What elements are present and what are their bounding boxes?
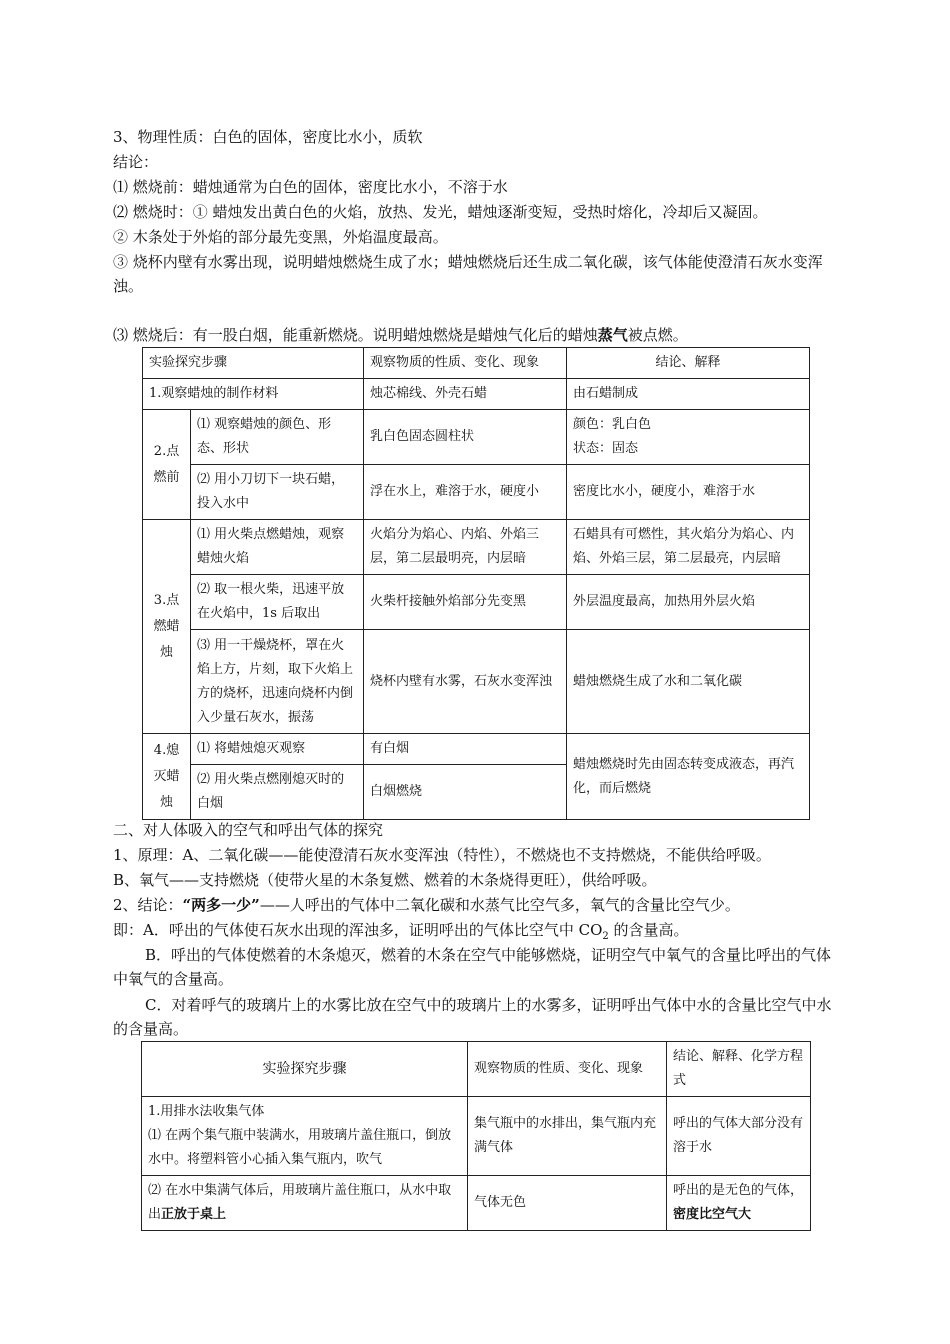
table2-row2-concl	[667, 1176, 811, 1231]
table2-row1-step-title: 1.用排水法收集气体	[148, 1104, 265, 1119]
table2-row1-step	[142, 1097, 468, 1176]
candle-experiment-table	[142, 347, 810, 820]
conclusion-text: ——人呼出的气体中二氧化碳和水蒸气比空气多，氧气的含量比空气少。	[259, 896, 740, 914]
table2-header-step: 实验探究步骤	[142, 1042, 468, 1097]
table1-group2-label: 2.点燃前	[143, 410, 191, 520]
physical-property: 3、物理性质：白色的固体，密度比水小，质软	[113, 128, 423, 146]
table1-g3-sub1-obs: 火焰分为焰心、内焰、外焰三层，第二层最明亮，内层暗	[364, 520, 567, 575]
table1-g4-sub2-step: ⑵ 用火柴点燃刚熄灭时的白烟	[191, 765, 364, 820]
principle-b: B、氧气——支持燃烧（使带火星的木条复燃、燃着的木条烧得更旺），供给呼吸。	[113, 871, 657, 889]
point-a-text: 即：A．呼出的气体使石灰水出现的浑浊多，证明呼出的气体比空气中 CO	[113, 921, 603, 939]
table2-row1-step-text: ⑴ 在两个集气瓶中装满水，用玻璃片盖住瓶口，倒放水中。将塑料管小心插入集气瓶内，吹气	[148, 1128, 452, 1167]
table2-row2-step-text: ⑵ 在水中集满气体后，用玻璃片盖住瓶口，从水中取出	[148, 1183, 452, 1222]
table1-g3-sub3-step: ⑶ 用一干燥烧杯，罩在火焰上方，片刻，取下火焰上方的烧杯，迅速向烧杯内倒入少量石灰水，振荡	[191, 630, 364, 734]
point-b: B．呼出的气体使燃着的木条熄灭，燃着的木条在空气中能够燃烧，证明空气中氧气的含量比呼出的气体中氧气的含量高。	[113, 946, 832, 988]
table2-row2-step-bold: 正放于桌上	[161, 1207, 227, 1222]
co2-subscript: 2	[602, 931, 609, 942]
point-c: C．对着呼气的玻璃片上的水雾比放在空气中的玻璃片上的水雾多，证明呼出气体中水的含量比空气中水的含量高。	[113, 996, 832, 1038]
conclusion-line	[113, 893, 740, 917]
table1-g3-sub2-step: ⑵ 取一根火柴，迅速平放在火焰中，1s 后取出	[191, 575, 364, 630]
after-burning-bold: 蒸气	[597, 326, 628, 344]
table1-g2-sub1-step: ⑴ 观察蜡烛的颜色、形态、形状	[191, 410, 364, 465]
table1-g2-sub2-step: ⑵ 用小刀切下一块石蜡，投入水中	[191, 465, 364, 520]
table1-g4-sub1-obs: 有白烟	[364, 734, 567, 765]
during-burning-3: ③ 烧杯内壁有水雾出现，说明蜡烛燃烧生成了水；蜡烛燃烧后还生成二氧化碳，该气体能使澄清石灰水变浑浊。	[113, 253, 823, 295]
after-burning-text: ⑶ 燃烧后：有一股白烟，能重新燃烧。说明蜡烛燃烧是蜡烛气化后的蜡烛	[113, 326, 598, 344]
table2-header-concl: 结论、解释、化学方程式	[667, 1042, 811, 1097]
table1-header-step: 实验探究步骤	[143, 348, 364, 379]
table2-header-obs: 观察物质的性质、变化、现象	[468, 1042, 667, 1097]
conclusion-prefix: 2、结论：	[113, 896, 183, 914]
table1-g3-sub2-obs: 火柴杆接触外焰部分先变黑	[364, 575, 567, 630]
concl-color: 颜色：乳白色	[573, 417, 652, 432]
table1-g3-sub3-obs: 烧杯内壁有水雾，石灰水变浑浊	[364, 630, 567, 734]
table1-g4-sub2-obs: 白烟燃烧	[364, 765, 567, 820]
during-burning: ⑵ 燃烧时：① 蜡烛发出黄白色的火焰，放热、发光，蜡烛逐渐变短，受热时熔化，冷却后又凝固。	[113, 203, 768, 221]
table2-row2-concl-bold: 密度比空气大	[673, 1207, 752, 1222]
conclusion-bold: “两多一少”	[182, 896, 260, 914]
table1-g4-concl: 蜡烛燃烧时先由固态转变成液态，再汽化，而后燃烧	[567, 734, 810, 820]
table2-row1-concl: 呼出的气体大部分没有溶于水	[667, 1097, 811, 1176]
breath-experiment-table	[141, 1041, 811, 1231]
point-a-end: 的含量高。	[608, 921, 689, 939]
table1-g2-sub1-concl	[567, 410, 810, 465]
table2-row1-obs: 集气瓶中的水排出，集气瓶内充满气体	[468, 1097, 667, 1176]
table1-group3-label: 3.点燃蜡烛	[143, 520, 191, 734]
after-burning	[113, 323, 688, 347]
table1-g4-sub1-step: ⑴ 将蜡烛熄灭观察	[191, 734, 364, 765]
table1-g3-sub3-concl: 蜡烛燃烧生成了水和二氧化碳	[567, 630, 810, 734]
table2-row2-step	[142, 1176, 468, 1231]
table2-row2-obs: 气体无色	[468, 1176, 667, 1231]
principle-a: 1、原理：A、二氧化碳——能使澄清石灰水变浑浊（特性），不燃烧也不支持燃烧，不能供给呼吸。	[113, 846, 771, 864]
conclusion-label: 结论：	[113, 153, 159, 171]
table1-g3-sub1-step: ⑴ 用火柴点燃蜡烛，观察蜡烛火焰	[191, 520, 364, 575]
table1-g2-sub2-concl: 密度比水小，硬度小，难溶于水	[567, 465, 810, 520]
table1-g2-sub1-obs: 乳白色固态圆柱状	[364, 410, 567, 465]
during-burning-2: ② 木条处于外焰的部分最先变黑，外焰温度最高。	[113, 228, 448, 246]
table1-g2-sub2-obs: 浮在水上，难溶于水，硬度小	[364, 465, 567, 520]
table1-row1-step: 1.观察蜡烛的制作材料	[143, 379, 364, 410]
section2-title: 二、对人体吸入的空气和呼出气体的探究	[113, 821, 384, 839]
table1-group4-label: 4.熄灭蜡烛	[143, 734, 191, 820]
before-burning: ⑴ 燃烧前：蜡烛通常为白色的固体，密度比水小，不溶于水	[113, 178, 508, 196]
table1-header-obs: 观察物质的性质、变化、现象	[364, 348, 567, 379]
table1-g3-sub1-concl: 石蜡具有可燃性，其火焰分为焰心、内焰、外焰三层，第二层最亮，内层暗	[567, 520, 810, 575]
after-burning-end: 被点燃。	[627, 326, 688, 344]
concl-state: 状态：固态	[573, 441, 639, 456]
table1-row1-obs: 烛芯棉线、外壳石蜡	[364, 379, 567, 410]
table1-header-concl: 结论、解释	[567, 348, 810, 379]
table1-row1-concl: 由石蜡制成	[567, 379, 810, 410]
table2-row2-concl-text: 呼出的是无色的气体，	[673, 1183, 804, 1198]
table1-g3-sub2-concl: 外层温度最高，加热用外层火焰	[567, 575, 810, 630]
